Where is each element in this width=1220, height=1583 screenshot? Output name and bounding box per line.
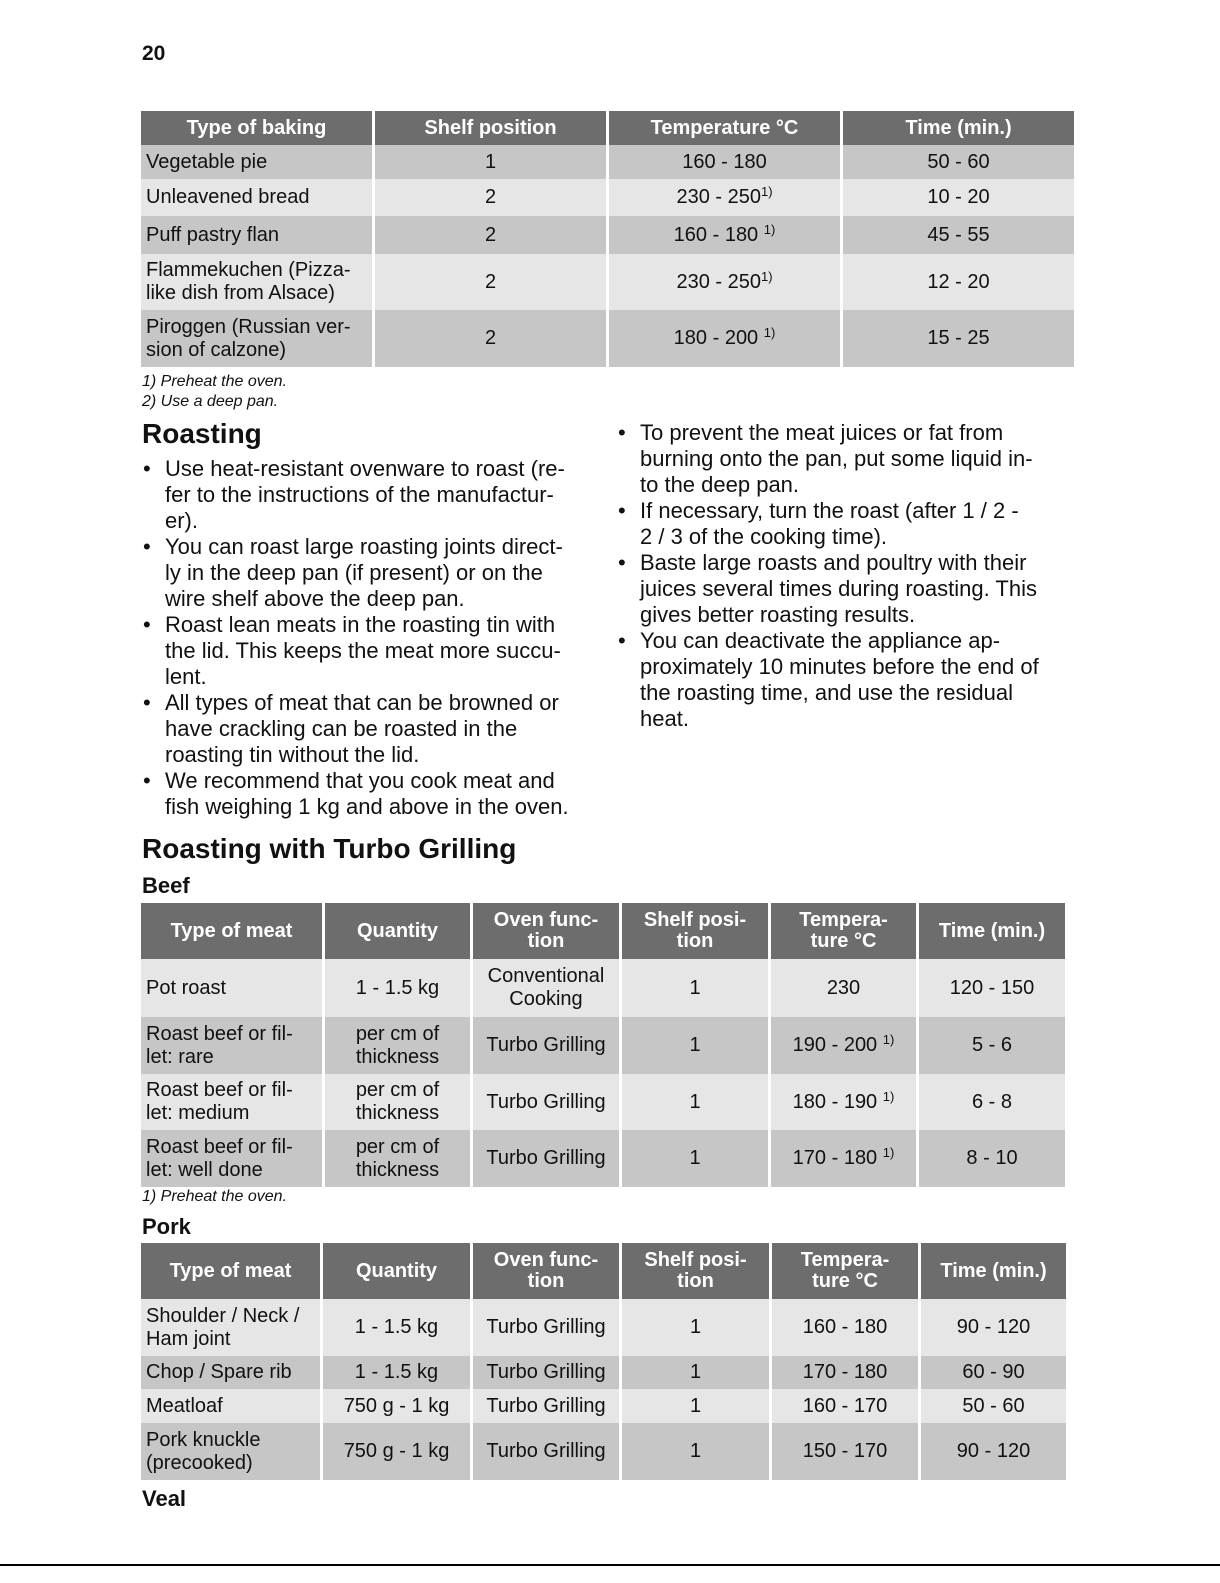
beef-table: [138, 903, 1068, 1187]
bullet-item: • Roast lean meats in the roasting tin with the lid. This keeps the meat more succu- lent.: [142, 612, 602, 690]
footnote: 2) Use a deep pan.: [142, 393, 279, 410]
temperature: 190 - 200 $^{1)}$: [771, 1017, 916, 1074]
time: 120 - 150: [919, 959, 1065, 1017]
time: 60 - 90: [921, 1356, 1066, 1389]
oven-function: Turbo Grilling: [473, 1299, 619, 1356]
time: 15 - 25: [843, 310, 1074, 367]
bullet-item: • We recommend that you cook meat and fish weighing 1 kg and above in the oven.: [142, 768, 602, 820]
oven-function: Turbo Grilling: [473, 1017, 619, 1074]
subsection-title-veal: Veal: [142, 1486, 187, 1511]
baking-type: Unleavened bread: [141, 179, 372, 216]
table-row: [141, 216, 1074, 254]
shelf-position: 2: [375, 216, 606, 254]
bullet-item: • Baste large roasts and poultry with their juices several times during roasting. This gives better roasting results.: [617, 550, 1067, 628]
oven-function: Turbo Grilling: [473, 1356, 619, 1389]
shelf-position: 2: [375, 254, 606, 310]
time: 90 - 120: [921, 1423, 1066, 1480]
roasting-tips-right: [617, 420, 1067, 732]
column-header: Temperature °C: [609, 111, 840, 145]
temperature: 230: [771, 959, 916, 1017]
shelf-position: 1: [622, 1423, 769, 1480]
time: 45 - 55: [843, 216, 1074, 254]
column-header: Time (min.): [919, 903, 1065, 959]
time: 8 - 10: [919, 1130, 1065, 1187]
footnote-marker: 1): [882, 1088, 895, 1104]
footnote: 1) Preheat the oven.: [142, 373, 287, 390]
meat-type: Meatloaf: [141, 1389, 320, 1423]
table-row: [141, 1299, 1066, 1356]
footnote-marker: 1): [763, 325, 776, 340]
time: 5 - 6: [919, 1017, 1065, 1074]
quantity: per cm of thickness: [325, 1017, 470, 1074]
table-row: [141, 179, 1074, 216]
meat-type: Pork knuckle (precooked): [141, 1423, 320, 1480]
temperature: 230 - 250$^{1)}$: [609, 179, 840, 216]
column-header: Time (min.): [921, 1243, 1066, 1299]
baking-table: [138, 111, 1077, 367]
meat-type: Chop / Spare rib: [141, 1356, 320, 1389]
shelf-position: 1: [622, 959, 768, 1017]
quantity: 1 - 1.5 kg: [323, 1299, 470, 1356]
temperature: 160 - 180: [609, 145, 840, 179]
time: 10 - 20: [843, 179, 1074, 216]
bullet-item: • All types of meat that can be browned or have crackling can be roasted in the roasting tin without the lid.: [142, 690, 602, 768]
shelf-position: 1: [622, 1017, 768, 1074]
bullet-item: • To prevent the meat juices or fat from burning onto the pan, put some liquid in- to the deep pan.: [617, 420, 1067, 498]
baking-type: Flammekuchen (Pizza- like dish from Alsace): [141, 254, 372, 310]
meat-type: Roast beef or fil- let: medium: [141, 1074, 322, 1130]
quantity: 1 - 1.5 kg: [325, 959, 470, 1017]
table-row: [141, 959, 1065, 1017]
shelf-position: 1: [375, 145, 606, 179]
bullet-item: • If necessary, turn the roast (after 1 / 2 - 2 / 3 of the cooking time).: [617, 498, 1067, 550]
section-title-turbo-grilling: Roasting with Turbo Grilling: [142, 833, 517, 864]
bullet-item: • You can deactivate the appliance ap- proximately 10 minutes before the end of the roasting time, and use the residual heat.: [617, 628, 1067, 732]
shelf-position: 1: [622, 1299, 769, 1356]
temperature: 160 - 180: [772, 1299, 918, 1356]
baking-type: Puff pastry flan: [141, 216, 372, 254]
quantity: per cm of thickness: [325, 1130, 470, 1187]
column-header: Shelf posi- tion: [622, 1243, 769, 1299]
temperature: 180 - 200 $^{1)}$: [609, 310, 840, 367]
temperature: 170 - 180 $^{1)}$: [771, 1130, 916, 1187]
time: 12 - 20: [843, 254, 1074, 310]
column-header: Time (min.): [843, 111, 1074, 145]
column-header: Quantity: [325, 903, 470, 959]
oven-function: Turbo Grilling: [473, 1423, 619, 1480]
time: 90 - 120: [921, 1299, 1066, 1356]
column-header: Shelf position: [375, 111, 606, 145]
column-header: Type of meat: [141, 903, 322, 959]
baking-type: Piroggen (Russian ver- sion of calzone): [141, 310, 372, 367]
shelf-position: 1: [622, 1074, 768, 1130]
bullet-item: • You can roast large roasting joints direct- ly in the deep pan (if present) or on the wire shelf above the deep pan.: [142, 534, 602, 612]
footnote-marker: 1): [882, 1032, 895, 1047]
oven-function: Turbo Grilling: [473, 1074, 619, 1130]
column-header: Tempera- ture °C: [772, 1243, 918, 1299]
footnote-marker: 1): [763, 221, 776, 237]
temperature: 230 - 250$^{1)}$: [609, 254, 840, 310]
oven-function: Turbo Grilling: [473, 1389, 619, 1423]
shelf-position: 1: [622, 1130, 768, 1187]
table-row: [141, 1130, 1065, 1187]
column-header: Quantity: [323, 1243, 470, 1299]
table-row: [141, 145, 1074, 179]
pork-table: [138, 1243, 1069, 1480]
oven-function: Conventional Cooking: [473, 959, 619, 1017]
temperature: 150 - 170: [772, 1423, 918, 1480]
oven-function: Turbo Grilling: [473, 1130, 619, 1187]
meat-type: Roast beef or fil- let: well done: [141, 1130, 322, 1187]
footnote-marker: 1): [760, 184, 773, 199]
footnote-marker: 1): [760, 268, 773, 284]
time: 50 - 60: [843, 145, 1074, 179]
temperature: 160 - 170: [772, 1389, 918, 1423]
column-header: Type of baking: [141, 111, 372, 145]
column-header: Oven func- tion: [473, 1243, 619, 1299]
quantity: per cm of thickness: [325, 1074, 470, 1130]
table-row: [141, 1356, 1066, 1389]
subsection-title-pork: Pork: [142, 1214, 191, 1239]
shelf-position: 1: [622, 1389, 769, 1423]
subsection-title-beef: Beef: [142, 873, 190, 898]
meat-type: Shoulder / Neck / Ham joint: [141, 1299, 320, 1356]
table-row: [141, 310, 1074, 367]
footnote-marker: 1): [882, 1145, 895, 1160]
column-header: Tempera- ture °C: [771, 903, 916, 959]
column-header: Oven func- tion: [473, 903, 619, 959]
meat-type: Pot roast: [141, 959, 322, 1017]
temperature: 160 - 180 $^{1)}$: [609, 216, 840, 254]
table-row: [141, 1423, 1066, 1480]
table-row: [141, 1074, 1065, 1130]
time: 6 - 8: [919, 1074, 1065, 1130]
quantity: 750 g - 1 kg: [323, 1389, 470, 1423]
quantity: 750 g - 1 kg: [323, 1423, 470, 1480]
roasting-tips-left: [142, 456, 602, 820]
column-header: Shelf posi- tion: [622, 903, 768, 959]
footnote: 1) Preheat the oven.: [142, 1188, 287, 1205]
section-title-roasting: Roasting: [142, 418, 262, 449]
shelf-position: 2: [375, 310, 606, 367]
table-row: [141, 254, 1074, 310]
bullet-item: • Use heat-resistant ovenware to roast (re- fer to the instructions of the manufactur- er).: [142, 456, 602, 534]
column-header: Type of meat: [141, 1243, 320, 1299]
quantity: 1 - 1.5 kg: [323, 1356, 470, 1389]
table-row: [141, 1017, 1065, 1074]
meat-type: Roast beef or fil- let: rare: [141, 1017, 322, 1074]
shelf-position: 1: [622, 1356, 769, 1389]
shelf-position: 2: [375, 179, 606, 216]
time: 50 - 60: [921, 1389, 1066, 1423]
table-row: [141, 1389, 1066, 1423]
baking-type: Vegetable pie: [141, 145, 372, 179]
temperature: 180 - 190 $^{1)}$: [771, 1074, 916, 1130]
page-number: 20: [142, 42, 166, 65]
temperature: 170 - 180: [772, 1356, 918, 1389]
page-bottom-rule: [0, 1564, 1220, 1566]
